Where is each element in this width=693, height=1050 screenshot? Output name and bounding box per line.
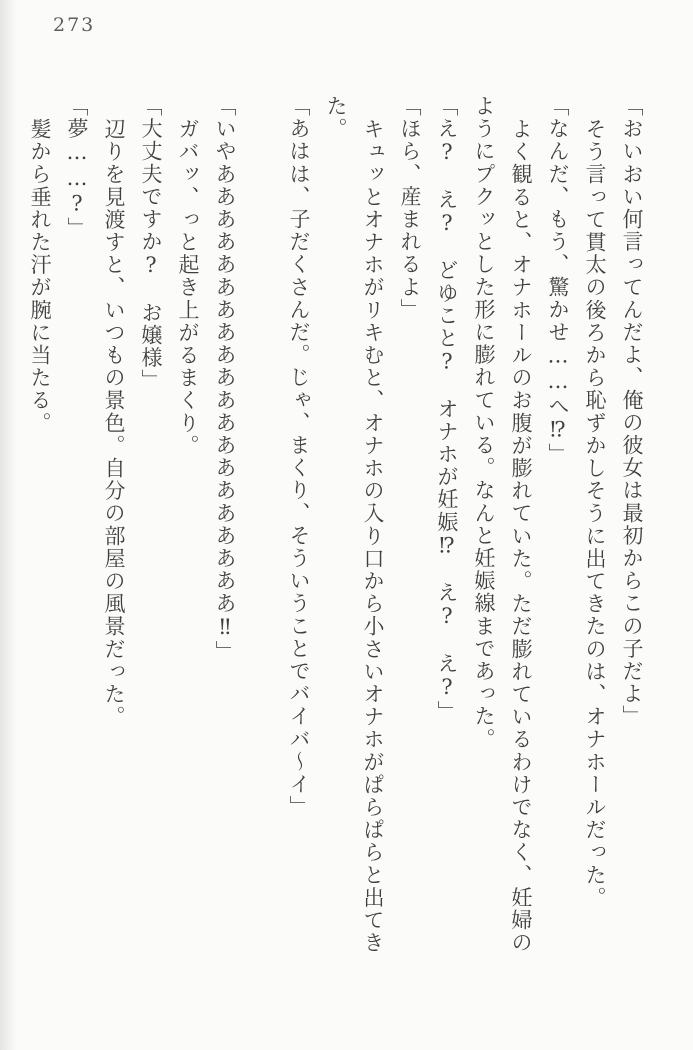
paragraph-dialogue-yume: 「夢……?」 [65, 95, 89, 240]
paragraph-narration-gabatto: ガバッ、っと起き上がるまくり。 [176, 117, 200, 457]
paragraph-narration-kyutto: キュッとオナホがリキむと、オナホの入り口から小さいオナホがぱらぱらと出てきた。 [324, 95, 385, 954]
paragraph-narration-kami: 髪から垂れた汗が腕に当たる。 [28, 117, 52, 434]
page-number: 273 [53, 14, 96, 36]
page-edge-shading [0, 0, 16, 1050]
paragraph-narration-yokumiru: よく観ると、オナホールのお腹が膨れていた。ただ膨れているわけでなく、妊婦のようにプクッとした形に膨れている。なんと妊娠線まであった。 [472, 95, 533, 954]
paragraph-dialogue-daijoubu: 「大丈夫ですか? お嬢様」 [139, 95, 163, 392]
paragraph-dialogue-hora: 「ほら、産まれるよ」 [398, 95, 422, 321]
paragraph-break [243, 95, 280, 954]
paragraph-dialogue-oioi: 「おいおい何言ってんだよ、俺の彼女は最初からこの子だよ」 [620, 95, 644, 728]
paragraph-dialogue-iyaa: 「いやああああああああああああああああああああ‼」 [213, 95, 237, 663]
paragraph-dialogue-nanda: 「なんだ、もう、驚かせ……へ⁉」 [546, 95, 570, 466]
paragraph-narration-atari: 辺りを見渡すと、いつもの景色。自分の部屋の風景だった。 [102, 117, 126, 728]
paragraph-dialogue-ahaha: 「あはは、子だくさんだ。じゃ、まくり、そういうことでバイバ～イ」 [287, 95, 311, 819]
text-block [21, 95, 650, 954]
paragraph-dialogue-e-doyukoto: 「え? え? どゆこと? オナホが妊娠⁉ え? え?」 [435, 95, 459, 724]
paragraph-narration-souitte: そう言って貫太の後ろから恥ずかしそうに出てきたのは、オナホールだった。 [583, 117, 607, 909]
